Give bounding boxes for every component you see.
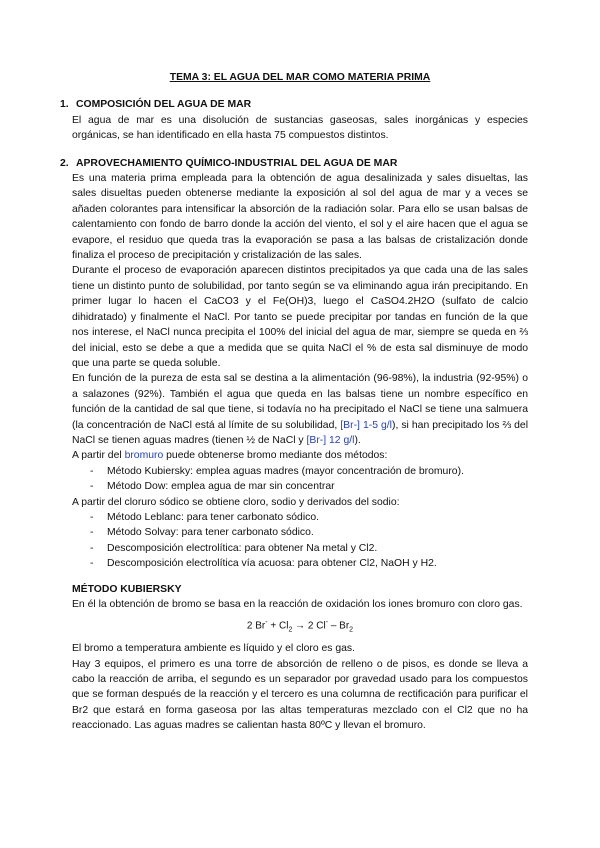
section-heading-aprovechamiento bbox=[60, 156, 516, 171]
text-run: puede obtenerse bromo mediante dos métodos: bbox=[163, 450, 388, 462]
text-run: ). bbox=[354, 434, 361, 446]
reaction-arrow: → bbox=[292, 620, 308, 632]
paragraph-pureza bbox=[72, 371, 528, 448]
list-item: - Descomposición electrolítica: para obtener Na metal y Cl2. bbox=[72, 541, 528, 556]
cloruro-methods-list bbox=[72, 510, 528, 572]
paragraph-kubiersky-intro: En él la obtención de bromo se basa en la reacción de oxidación los iones bromuro con cloro gas. bbox=[72, 599, 523, 610]
text-run: En función de la pureza de esta sal se destina a la alimentación (96-98%), la industria (92-95%) o a salazones (92%). También el agua que queda en las balsas tiene un nombre específico en función de la cantidad de sal que tiene, si todavía no ha precipitado el NaCl se tiene una salmuera (la concentración de NaCl está al límite de su solubilidad, bbox=[72, 373, 528, 431]
paragraph-equipos: Hay 3 equipos, el primero es una torre de absorción de relleno o de pisos, es donde se lleva a cabo la reacción de arriba, el segundo es un separador por gravedad usado para los compuestos que se forman después de la reacción y el tercero es una columna de rectificación para purificar el Br2 que estará en forma gaseosa por las altas temperaturas mezclado con el Cl2 que no ha reaccionado. Las aguas madres se calientan hasta 80ºC y llevan el bromuro. bbox=[72, 658, 528, 732]
section-aprovechamiento bbox=[60, 156, 529, 572]
section-heading-composicion bbox=[60, 97, 516, 112]
section-kubiersky bbox=[72, 582, 528, 734]
bromo-methods-list bbox=[72, 464, 528, 495]
section-number: 2. bbox=[60, 157, 69, 169]
formula-subscript: 2 bbox=[349, 626, 354, 634]
formula-part: 2 Br bbox=[246, 620, 266, 632]
section-number: 1. bbox=[60, 99, 69, 111]
text-run: ), si han precipitado los ⅔ del NaCl se tienen aguas madres (tienen ½ de NaCl y bbox=[72, 419, 529, 446]
bromide-concentration-link: [Br-] 1-5 g/l bbox=[340, 419, 392, 431]
paragraph-materia-prima: Es una materia prima empleada para la obtención de agua desalinizada y sales disueltas, las sales disueltas pueden obtenerse mediante la exposición al sol del agua de mar y a veces se añaden colorantes para intensificar la absorción de la radiación solar. Para ello se usan balsas de calentamiento con fondo de barro donde la acción del viento, el sol y el aire hacen que el agua se evapore, el residuo que queda tras la evaporación se pasa a las balsas de cristalización donde finaliza el proceso de precipitación y cristalización de las sales. bbox=[72, 173, 528, 262]
list-item: - Método Dow: emplea agua de mar sin concentrar bbox=[72, 479, 528, 494]
formula-part: + Cl bbox=[267, 620, 289, 632]
formula-subscript: 2 bbox=[288, 626, 293, 634]
list-item: - Método Kubiersky: emplea aguas madres (mayor concentración de bromuro). bbox=[72, 464, 528, 479]
formula-part: – Br bbox=[328, 620, 350, 632]
document-title: TEMA 3: EL AGUA DEL MAR COMO MATERIA PRIMA bbox=[169, 72, 431, 83]
reaction-formula bbox=[72, 615, 528, 638]
subsection-heading-kubiersky: MÉTODO KUBIERSKY bbox=[72, 583, 182, 595]
bromide-concentration-link: [Br-] 12 g/l bbox=[306, 434, 355, 446]
formula-charge: - bbox=[265, 619, 268, 627]
document-page bbox=[60, 70, 529, 734]
paragraph-cloruro-intro: A partir del cloruro sódico se obtiene cloro, sodio y derivados del sodio: bbox=[72, 496, 400, 508]
paragraph-evaporacion: Durante el proceso de evaporación aparecen distintos precipitados ya que cada una de las sales tiene un distinto punto de solubilidad, por tanto según se va eliminando agua irán precipitando. En primer lugar lo hacen el CaCO3 y el Fe(OH)3, luego el CaSO4.2H2O (sulfato de calcio dihidratado) y finalmente el NaCl. Por tanto se puede precipitar por tandas en función de la que nos interese, el NaCl nunca precipita el 100% del inicial del agua de mar, siempre se queda en ⅔ del inicial, esto se debe a que a medida que se quita NaCl el % de esta sal disminuye de modo que una parte se queda soluble. bbox=[72, 265, 528, 369]
bromuro-term: bromuro bbox=[124, 450, 164, 462]
paragraph-bromo-estado: El bromo a temperatura ambiente es líquido y el cloro es gas. bbox=[72, 643, 356, 655]
list-item: - Método Solvay: para tener carbonato sódico. bbox=[72, 525, 528, 540]
section-title: COMPOSICIÓN DEL AGUA DE MAR bbox=[76, 99, 252, 111]
paragraph-composicion: El agua de mar es una disolución de sustancias gaseosas, sales inorgánicas y especies orgánicas, se han identificado en ella hasta 75 compuestos distintos. bbox=[72, 114, 528, 142]
section-composicion bbox=[60, 97, 528, 143]
formula-charge: - bbox=[325, 619, 329, 627]
list-item: - Método Leblanc: para tener carbonato sódico. bbox=[72, 510, 528, 525]
formula-part: 2 Cl bbox=[307, 620, 326, 632]
list-item: - Descomposición electrolítica vía acuosa: para obtener Cl2, NaOH y H2. bbox=[72, 556, 528, 571]
paragraph-bromo-intro bbox=[72, 448, 528, 463]
section-title: APROVECHAMIENTO QUÍMICO-INDUSTRIAL DEL AGUA DE MAR bbox=[76, 157, 398, 169]
text-run: A partir del bbox=[72, 450, 125, 462]
